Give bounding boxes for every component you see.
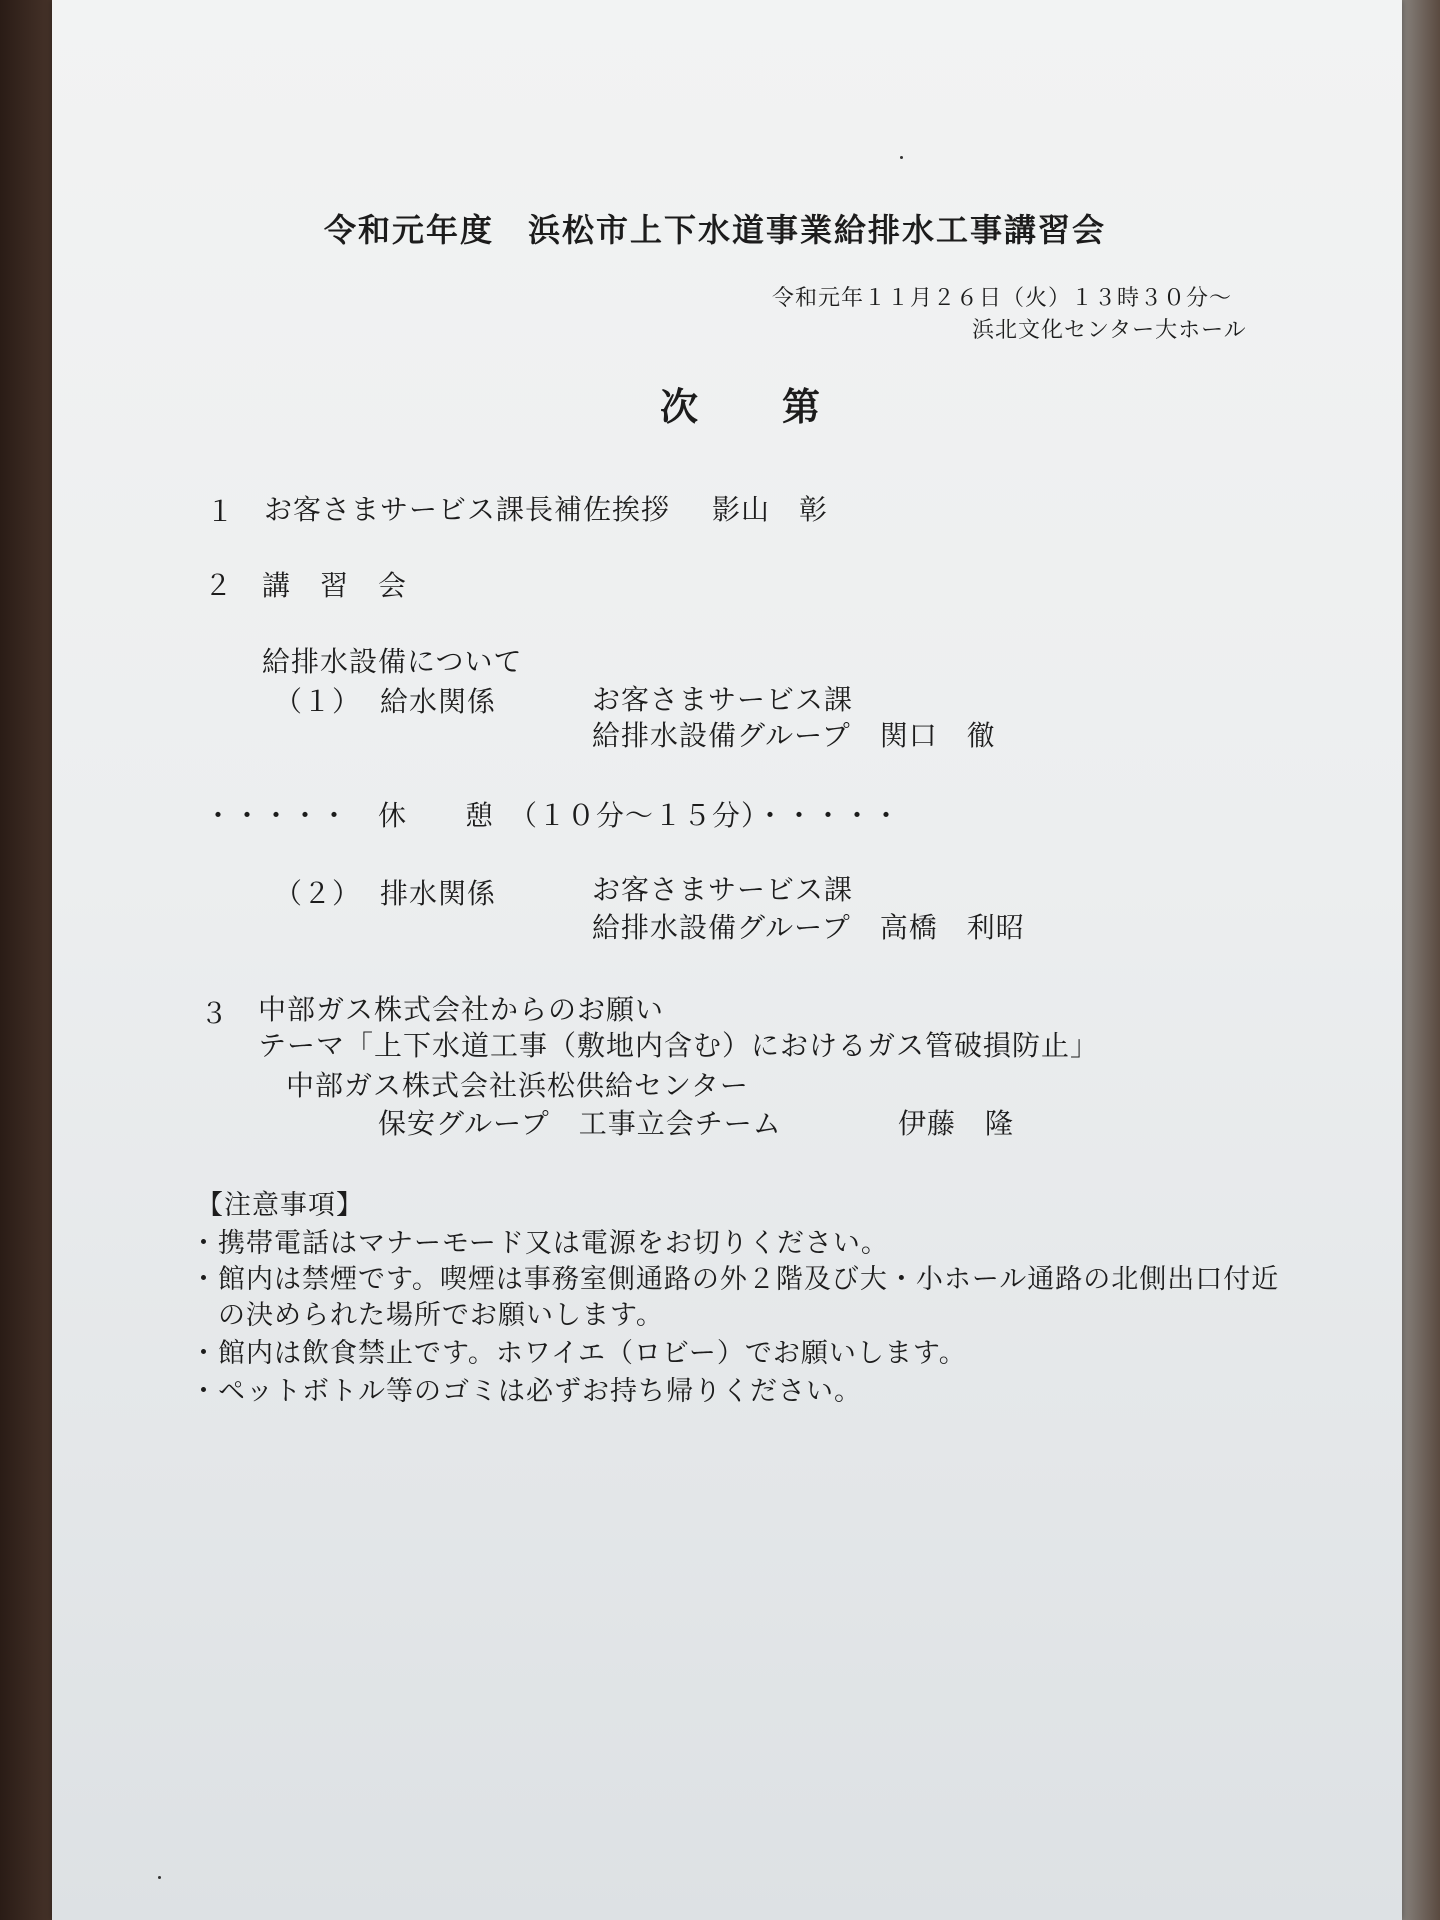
agenda-sub2-dept: お客さまサービス課 — [592, 873, 854, 906]
heading-left-char: 次 — [660, 385, 701, 429]
event-venue: 浜北文化センター大ホール — [972, 318, 1247, 343]
agenda-sub2-group-speaker: 給排水設備グループ 高橋 利昭 — [592, 911, 1025, 944]
agenda-sub1-dept: お客さまサービス課 — [592, 683, 854, 716]
paper-sheet — [52, 0, 1402, 1920]
note-item: の決められた場所でお願いします。 — [190, 1300, 664, 1331]
agenda-sub1-subject: 給水関係 — [380, 685, 497, 718]
agenda-sub2-subject: 排水関係 — [380, 877, 497, 910]
paper-speck — [158, 1876, 161, 1879]
agenda-item1-number: １ — [206, 495, 236, 528]
note-item: ・携帯電話はマナーモード又は電源をお切りください。 — [190, 1228, 889, 1259]
agenda-item1-speaker: 影山 彰 — [712, 493, 829, 526]
agenda-sub2-number: （２） — [274, 877, 362, 910]
agenda-item3-theme: テーマ「上下水道工事（敷地内含む）におけるガス管破損防止」 — [258, 1029, 1100, 1062]
note-item: ・館内は飲食禁止です。ホワイエ（ロビー）でお願いします。 — [190, 1338, 967, 1369]
note-item: ・ペットボトル等のゴミは必ずお持ち帰りください。 — [190, 1376, 862, 1407]
agenda-item3-number: ３ — [200, 997, 230, 1030]
heading-right-char: 第 — [782, 385, 823, 429]
agenda-item3-company: 中部ガス株式会社浜松供給センター — [286, 1069, 749, 1102]
agenda-item1-text: お客さまサービス課長補佐挨拶 — [264, 493, 671, 526]
document-title: 令和元年度 浜松市上下水道事業給排水工事講習会 — [324, 211, 1107, 249]
agenda-sub1-group-speaker: 給排水設備グループ 関口 徹 — [592, 719, 996, 752]
agenda-item3-text: 中部ガス株式会社からのお願い — [258, 993, 665, 1026]
agenda-item3-team: 保安グループ 工事立会チーム — [378, 1107, 782, 1140]
event-date-time: 令和元年１１月２６日（火）１３時３０分～ — [772, 286, 1233, 311]
agenda-sub1-number: （１） — [274, 685, 362, 718]
agenda-item2-text: 講 習 会 — [262, 569, 408, 602]
background-left — [0, 0, 60, 1920]
agenda-item3-speaker: 伊藤 隆 — [898, 1107, 1015, 1140]
note-item: ・館内は禁煙です。喫煙は事務室側通路の外２階及び大・小ホール通路の北側出口付近 — [190, 1264, 1280, 1295]
agenda-item2-number: ２ — [204, 569, 234, 602]
agenda-item2-topic: 給排水設備について — [262, 645, 523, 678]
paper-speck — [900, 156, 903, 159]
notes-header: 【注意事項】 — [196, 1190, 364, 1221]
background-right — [1400, 0, 1440, 1920]
agenda-break-line: ・・・・・ 休 憩 （１０分～１５分）・・・・・ — [204, 799, 902, 832]
